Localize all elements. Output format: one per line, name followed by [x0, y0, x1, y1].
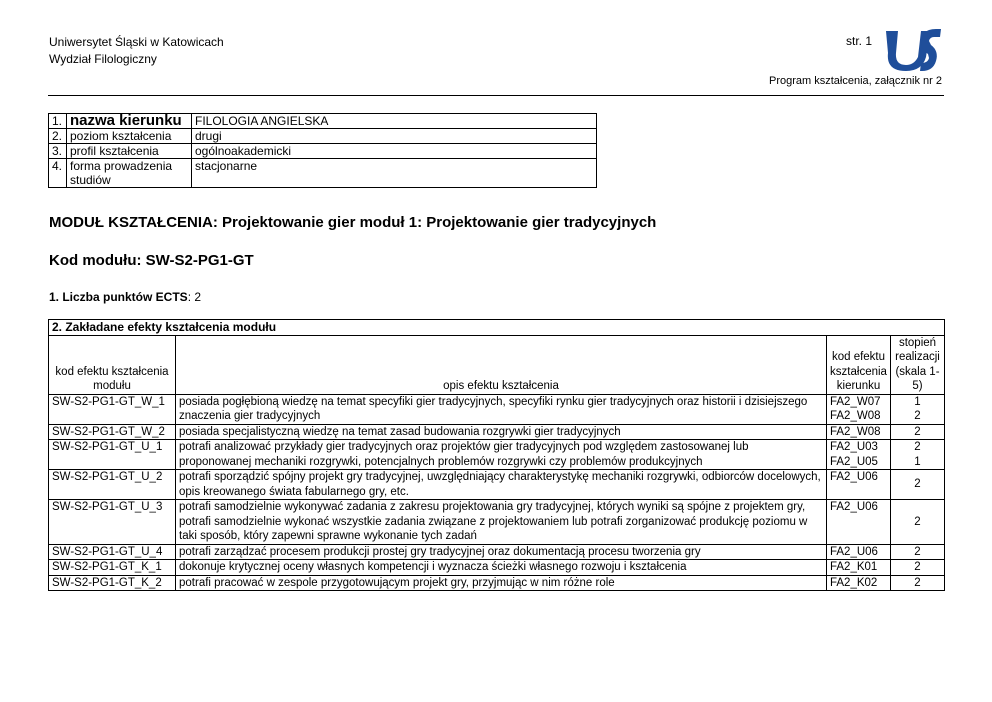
program-effect-code: FA2_U06 [827, 544, 891, 560]
info-label: forma prowadzenia studiów [67, 159, 192, 188]
degree-item: 1 [914, 455, 921, 468]
info-row [49, 159, 597, 188]
program-effect-code: FA2_K01 [827, 560, 891, 576]
realization-degree: 2 [891, 575, 945, 591]
module-effect-code: SW-S2-PG1-GT_U_1 [49, 440, 176, 470]
module-effect-code: SW-S2-PG1-GT_K_2 [49, 575, 176, 591]
info-number: 4. [49, 159, 67, 188]
program-effect-code [827, 394, 891, 424]
degree-item: 2 [914, 410, 921, 422]
module-effect-code: SW-S2-PG1-GT_W_2 [49, 424, 176, 440]
university-name: Uniwersytet Śląski w Katowicach [49, 35, 224, 49]
table-row [49, 394, 945, 424]
module-code: Kod modułu: SW-S2-PG1-GT [49, 252, 254, 269]
program-effect-code-item: FA2_W08 [830, 410, 881, 422]
faculty-name: Wydział Filologiczny [49, 52, 157, 66]
program-effect-code: FA2_U06 [827, 470, 891, 500]
table-row [49, 470, 945, 500]
info-value: FILOLOGIA ANGIELSKA [192, 114, 597, 129]
table-row [49, 544, 945, 560]
program-effect-code [827, 440, 891, 470]
module-effect-code: SW-S2-PG1-GT_U_4 [49, 544, 176, 560]
realization-degree: 2 [891, 500, 945, 545]
module-effect-code: SW-S2-PG1-GT_K_1 [49, 560, 176, 576]
info-number: 3. [49, 144, 67, 159]
ects-points [49, 290, 201, 304]
info-row [49, 114, 597, 129]
program-effect-code-item: FA2_W07 [830, 395, 881, 408]
header-institution [49, 34, 224, 68]
program-effect-code: FA2_K02 [827, 575, 891, 591]
info-value: drugi [192, 129, 597, 144]
column-header: kod efektu kształcenia kierunku [827, 335, 891, 394]
realization-degree: 2 [891, 544, 945, 560]
module-effect-code: SW-S2-PG1-GT_W_1 [49, 394, 176, 424]
table-row [49, 560, 945, 576]
us-logo-icon [884, 27, 942, 73]
table-title: 2. Zakładane efekty kształcenia modułu [49, 320, 945, 336]
column-header: kod efektu kształcenia modułu [49, 335, 176, 394]
program-effect-code-item: FA2_U03 [830, 441, 878, 453]
info-row [49, 144, 597, 159]
effect-description: potrafi pracować w zespole przygotowującym projekt gry, przyjmując w nim różne role [176, 575, 827, 591]
effect-description: dokonuje krytycznej oceny własnych kompetencji i wyznacza ścieżki własnego rozwoju i kształcenia [176, 560, 827, 576]
ects-label: 1. Liczba punktów ECTS [49, 290, 188, 304]
module-effect-code: SW-S2-PG1-GT_U_2 [49, 470, 176, 500]
effect-description: potrafi zarządzać procesem produkcji prostej gry tradycyjnej oraz dokumentacją procesu tworzenia gry [176, 544, 827, 560]
table-row [49, 440, 945, 470]
effect-description: potrafi analizować przykłady gier tradycyjnych oraz projektów gier tradycyjnych pod względem zastosowanej lub proponowanej mechaniki rozgrywki, potencjalnych problemów rozgrywki czy problemów produkcyjnych [176, 440, 827, 470]
realization-degree: 2 [891, 424, 945, 440]
table-row [49, 424, 945, 440]
realization-degree: 2 [891, 470, 945, 500]
info-label: poziom kształcenia [67, 129, 192, 144]
program-attachment: Program kształcenia, załącznik nr 2 [768, 75, 942, 87]
info-number: 1. [49, 114, 67, 129]
degree-item: 1 [914, 395, 921, 408]
page-number: str. 1 [846, 34, 873, 48]
effect-description: posiada pogłębioną wiedzę na temat specyfiki gier tradycyjnych, specyfiki rynku gier tradycyjnych oraz historii i dzisiejszego znaczenia gier tradycyjnych [176, 394, 827, 424]
module-effect-code: SW-S2-PG1-GT_U_3 [49, 500, 176, 545]
column-header: stopień realizacji (skala 1-5) [891, 335, 945, 394]
realization-degree: 2 [891, 560, 945, 576]
header-divider [48, 95, 944, 96]
ects-value: : 2 [187, 290, 202, 304]
program-effect-code: FA2_U06 [827, 500, 891, 545]
effect-description: potrafi sporządzić spójny projekt gry tradycyjnej, uwzględniający charakterystykę mechaniki rozgrywki, odbiorców docelowych, opis kreowanego świata fabularnego gry, etc. [176, 470, 827, 500]
table-row [49, 575, 945, 591]
info-label: profil kształcenia [67, 144, 192, 159]
table-title-row [49, 320, 945, 336]
info-value: ogólnoakademicki [192, 144, 597, 159]
realization-degree [891, 394, 945, 424]
table-row [49, 500, 945, 545]
program-effect-code-item: FA2_U05 [830, 455, 878, 468]
program-info-table [48, 113, 597, 188]
degree-item: 2 [914, 441, 921, 453]
info-label: nazwa kierunku [67, 114, 192, 129]
info-value: stacjonarne [192, 159, 597, 188]
column-header: opis efektu kształcenia [176, 335, 827, 394]
realization-degree [891, 440, 945, 470]
table-header-row [49, 335, 945, 394]
info-row [49, 129, 597, 144]
module-title: MODUŁ KSZTAŁCENIA: Projektowanie gier moduł 1: Projektowanie gier tradycyjnych [49, 214, 657, 231]
info-number: 2. [49, 129, 67, 144]
program-effect-code: FA2_W08 [827, 424, 891, 440]
effect-description: posiada specjalistyczną wiedzę na temat zasad budowania rozgrywki gier tradycyjnych [176, 424, 827, 440]
learning-outcomes-table [48, 319, 945, 591]
effect-description: potrafi samodzielnie wykonywać zadania z zakresu projektowania gry tradycyjnej, których wyniki są spójne z projektem gry, potrafi samodzielnie wykonać wszystkie zadania związane z projektowaniem lub potrafi zorganizować produkcję poziomu w taki sposób, który zapewni sprawne wykonanie tych zadań [176, 500, 827, 545]
